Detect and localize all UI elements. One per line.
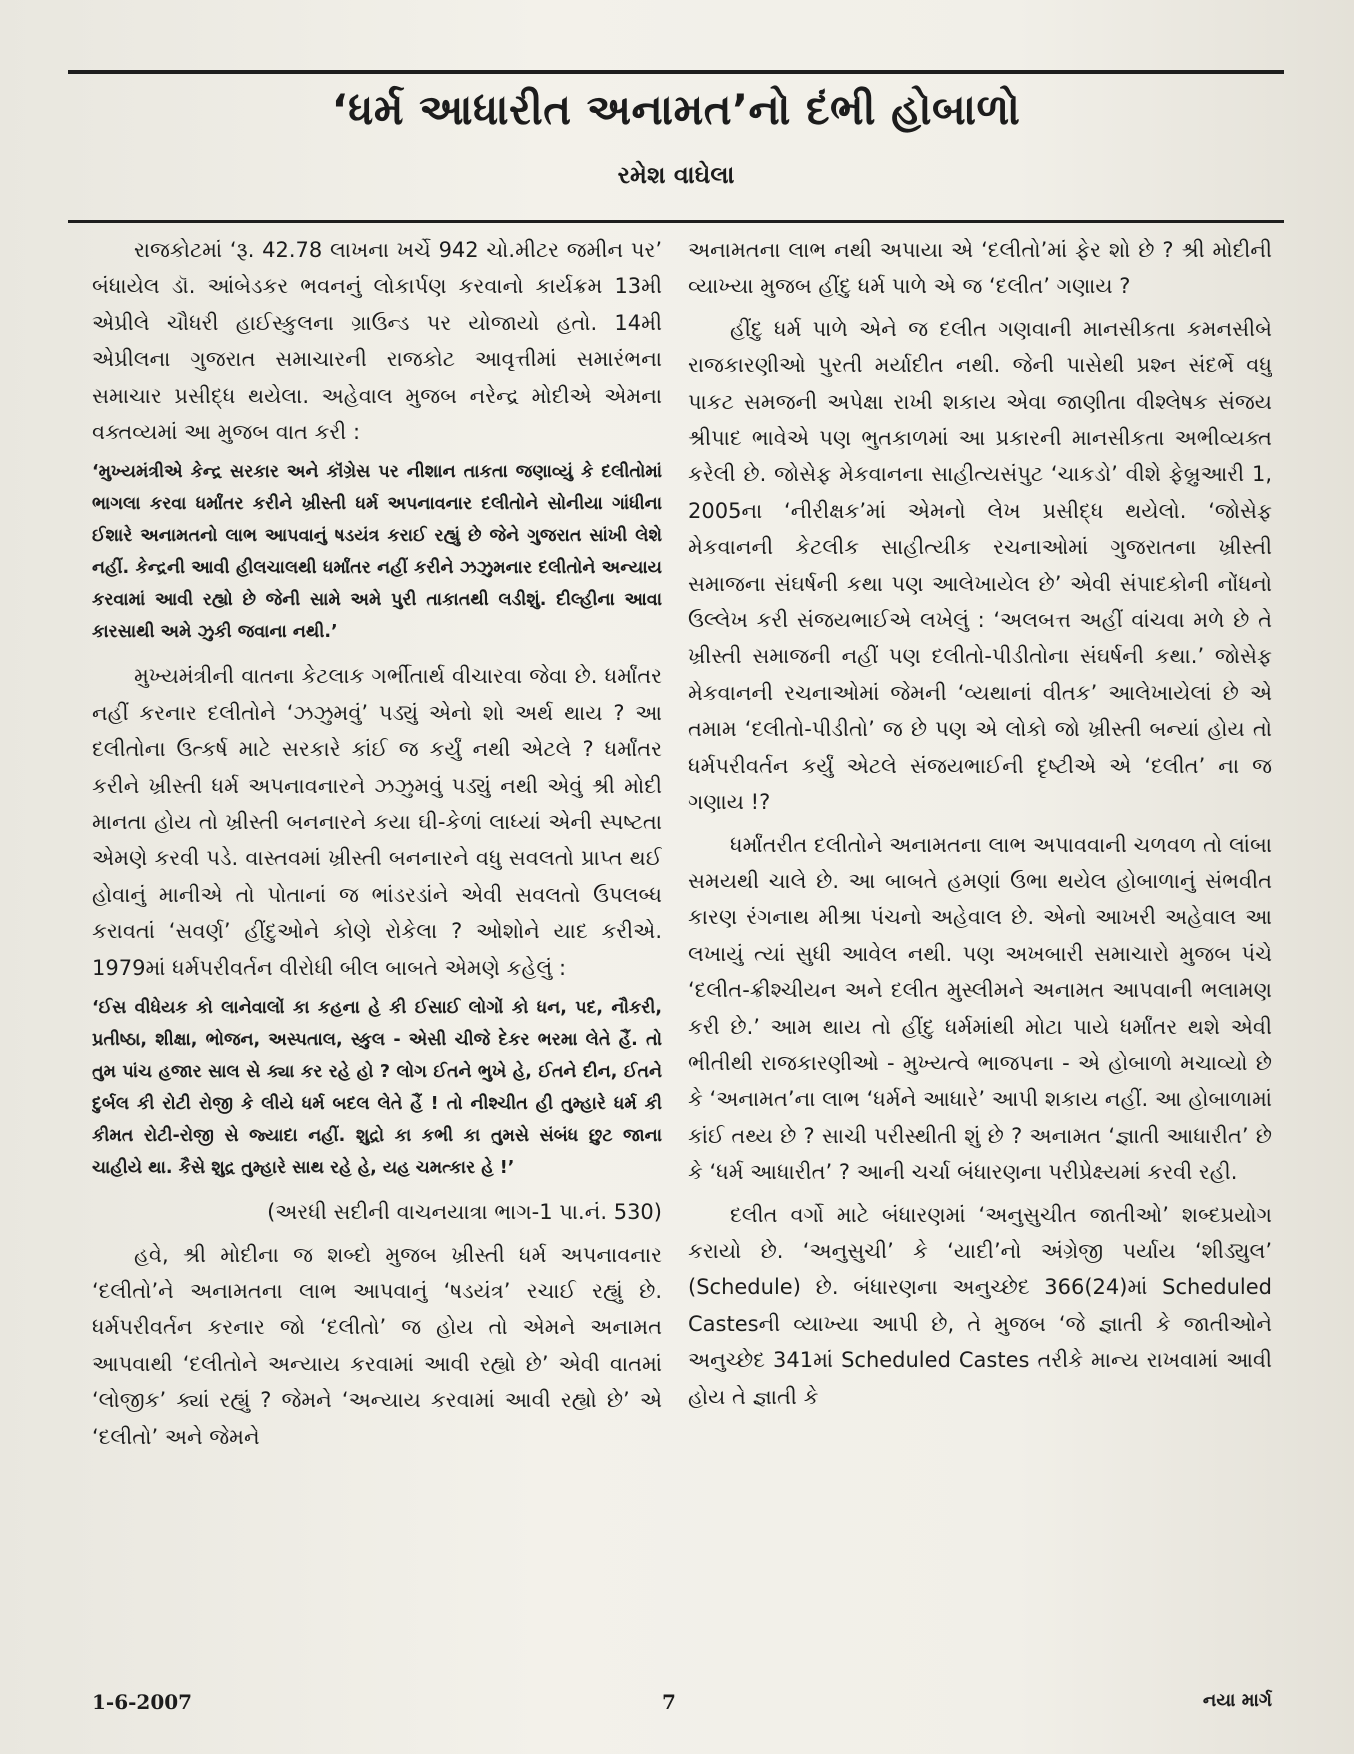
right-paragraph-2: હીંદુ ધર્મ પાળે એને જ દલીત ગણવાની માનસીકતા કમનસીબે રાજકારણીઓ પુરતી મર્યાદીત નથી. જેની પાસેથી પ્રશ્ન સંદર્ભે વધુ પાકટ સમજની અપેક્ષા રાખી શકાય એવા જાણીતા વીશ્લેષક સંજય શ્રીપાદ ભાવેએ પણ ભુતકાળમાં આ પ્રકારની માનસીકતા અભીવ્યક્ત કરેલી છે. જોસેફ મેકવાનના સાહીત્યસંપુટ ‘ચાકડો’ વીશે ફેબ્રુઆરી 1, 2005ના ‘નીરીક્ષક’માં એમનો લેખ પ્રસીદ્ધ થયેલો. ‘જોસેફ મેકવાનની કેટલીક સાહીત્યીક રચનાઓમાં ગુજરાતના ખ્રીસ્તી સમાજના સંઘર્ષની કથા પણ આલેખાયેલ છે’ એવી સંપાદકોની નોંધનો ઉલ્લેખ કરી સંજયભાઈએ લખેલું : ‘અલબત્ત અહીં વાંચવા મળે છે તે ખ્રીસ્તી સમાજની નહીં પણ દલીતો-પીડીતોના સંઘર્ષની કથા.’ જોસેફ મેકવાનની રચનાઓમાં જેમની ‘વ્યથાનાં વીતક’ આલેખાયેલાં છે એ તમામ ‘દલીતો-પીડીતો’ જ છે પણ એ લોકો જો ખ્રીસ્તી બન્યાં હોય તો ધર્મપરીવર્તન કર્યું એટલે સંજયભાઈની દૃષ્ટીએ એ ‘દલીત’ ના જ ગણાય !? (688, 316, 1272, 815)
page-footer (92, 1690, 1272, 1720)
magazine-name: નયા માર્ગ (1202, 1690, 1272, 1711)
quote-reference: (અરધી સદીની વાચનયાત્રા ભાગ-1 પા.નં. 530) (267, 1200, 662, 1225)
top-rule (68, 70, 1284, 74)
right-column (688, 232, 1272, 1662)
article-author: રમેશ વાઘેલા (617, 161, 735, 189)
header-bottom-rule (68, 220, 1284, 223)
right-paragraph-3: ધર્માંતરીત દલીતોને અનામતના લાભ અપાવવાની ચળવળ તો લાંબા સમયથી ચાલે છે. આ બાબતે હમણાં ઉભા થયેલ હોબાળાનું સંભવીત કારણ રંગનાથ મીશ્રા પંચનો અહેવાલ છે. એનો આખરી અહેવાલ આ લખાયું ત્યાં સુધી આવેલ નથી. પણ અખબારી સમાચારો મુજબ પંચે ‘દલીત-ક્રીશ્ચીયન અને દલીત મુસ્લીમને અનામત આપવાની ભલામણ કરી છે.’ આમ થાય તો હીંદુ ધર્મમાંથી મોટા પાયે ધર્માંતર થશે એવી ભીતીથી રાજકારણીઓ - મુખ્યત્વે ભાજપના - એ હોબાળો મચાવ્યો છે કે ‘અનામત’ના લાભ ‘ધર્મને આધારે’ આપી શકાય નહીં. આ હોબાળામાં કાંઈ તથ્ય છે ? સાચી પરીસ્થીતી શું છે ? અનામત ‘જ્ઞાતી આધારીત’ છે કે ‘ધર્મ આધારીત’ ? આની ચર્ચા બંધારણના પરીપ્રેક્ષ્યમાં કરવી રહી. (688, 832, 1272, 1185)
left-paragraph-2: મુખ્યમંત્રીની વાતના કેટલાક ગર્ભીતાર્થ વીચારવા જેવા છે. ધર્માંતર નહીં કરનાર દલીતોને ‘ઝઝુમવું’ પડ્યું એનો શો અર્થ થાય ? આ દલીતોના ઉત્કર્ષ માટે સરકારે કાંઈ જ કર્યું નથી એટલે ? ધર્માંતર કરીને ખ્રીસ્તી ધર્મ અપનાવનારને ઝઝુમવું પડ્યું નથી એવું શ્રી મોદી માનતા હોય તો ખ્રીસ્તી બનનારને કયા ઘી-કેળાં લાધ્યાં એની સ્પષ્ટતા એમણે કરવી પડે. વાસ્તવમાં ખ્રીસ્તી બનનારને વધુ સવલતો પ્રાપ્ત થઈ હોવાનું માનીએ તો પોતાનાં જ ભાંડરડાંને એવી સવલતો ઉપલબ્ધ કરાવતાં ‘સવર્ણ’ હીંદુઓને કોણે રોકેલા ? ઓશોને યાદ કરીએ. 1979માં ધર્મપરીવર્તન વીરોધી બીલ બાબતે એમણે કહેલું : (92, 664, 662, 980)
article-title: ‘ધર્મ આધારીત અનામત’નો દંભી હોબાળો (331, 85, 1021, 134)
issue-date: 1-6-2007 (92, 1690, 193, 1714)
left-quote-1: ‘મુખ્યમંત્રીએ કેન્દ્ર સરકાર અને કૉંગ્રેસ પર નીશાન તાકતા જણાવ્યું કે દલીતોમાં ભાગલા કરવા ધર્માંતર કરીને ખ્રીસ્તી ધર્મ અપનાવનાર દલીતોને સોનીયા ગાંધીના ઈશારે અનામતનો લાભ આપવાનું ષડયંત્ર કરાઈ રહ્યું છે જેને ગુજરાત સાંખી લેશે નહીં. કેન્દ્રની આવી હીલચાલથી ધર્માંતર નહીં કરીને ઝઝુમનાર દલીતોને અન્યાય કરવામાં આવી રહ્યો છે જેની સામે અમે પુરી તાકાતથી લડીશું. દીલ્હીના આવા કારસાથી અમે ઝુકી જવાના નથી.’ (92, 462, 662, 643)
right-paragraph-1: અનામતના લાભ નથી અપાયા એ ‘દલીતો’માં ફેર શો છે ? શ્રી મોદીની વ્યાખ્યા મુજબ હીંદુ ધર્મ પાળે એ જ ‘દલીત’ ગણાય ? (688, 238, 1272, 299)
left-column (92, 232, 662, 1662)
left-paragraph-1: રાજકોટમાં ‘રૂ. 42.78 લાખના ખર્ચે 942 ચો.મીટર જમીન પર’ બંધાયેલ ડૉ. આંબેડકર ભવનનું લોકાર્પણ કરવાનો કાર્યક્રમ 13મી એપ્રીલે ચૌધરી હાઈસ્કુલના ગ્રાઉન્ડ પર યોજાયો હતો. 14મી એપ્રીલના ગુજરાત સમાચારની રાજકોટ આવૃત્તીમાં સમારંભના સમાચાર પ્રસીદ્ધ થયેલા. અહેવાલ મુજબ નરેન્દ્ર મોદીએ એમના વક્તવ્યમાં આ મુજબ વાત કરી : (92, 238, 662, 445)
left-paragraph-3: હવે, શ્રી મોદીના જ શબ્દો મુજબ ખ્રીસ્તી ધર્મ અપનાવનાર ‘દલીતો’ને અનામતના લાભ આપવાનું ‘ષડયંત્ર’ રચાઈ રહ્યું છે. ધર્મપરીવર્તન કરનાર જો ‘દલીતો’ જ હોય તો એમને અનામત આપવાથી ‘દલીતોને અન્યાય કરવામાં આવી રહ્યો છે’ એવી વાતમાં ‘લોજીક’ ક્યાં રહ્યું ? જેમને ‘અન્યાય કરવામાં આવી રહ્યો છે’ એ ‘દલીતો’ અને જેમને (92, 1242, 662, 1449)
page-number: 7 (662, 1690, 676, 1714)
left-quote-2: ‘ઈસ વીધેયક કો લાનેવાલોં કા કહના હે કી ઈસાઈ લોગોં કો ધન, પદ, નૌકરી, પ્રતીષ્ઠા, શીક્ષા, ભોજન, અસ્પતાલ, સ્કુલ - એસી ચીજે દેકર ભરમા લેતે હૈં. તો તુમ પાંચ હજાર સાલ સે ક્યા કર રહે હો ? લોગ ઈતને ભુખે હે, ઈતને દીન, ઈતને દુર્બલ કી રોટી રોજી કે લીયે ધર્મ બદલ લેતે હૈં ! તો નીશ્ચીત હી તુમ્હારે ધર્મ કી કીમત રોટી-રોજી સે જ્યાદા નહીં. શુદ્રો કા કભી કા તુમસે સંબંધ છુટ જાના ચાહીયે થા. કૈસે શુદ્ર તુમ્હારે સાથ રહે હે, યહ ચમત્કાર હે !’ (92, 998, 662, 1179)
right-paragraph-4: દલીત વર્ગો માટે બંધારણમાં ‘અનુસુચીત જાતીઓ’ શબ્દપ્રયોગ કરાયો છે. ‘અનુસુચી’ કે ‘યાદી’નો અંગ્રેજી પર્યાય ‘શીડ્યુલ’ (Schedule) છે. બંધારણના અનુચ્છેદ 366(24)માં Scheduled Castesની વ્યાખ્યા આપી છે, તે મુજબ ‘જે જ્ઞાતી કે જાતીઓને અનુચ્છેદ 341માં Scheduled Castes તરીકે માન્ય રાખવામાં આવી હોય તે જ્ઞાતી કે (688, 1202, 1272, 1409)
